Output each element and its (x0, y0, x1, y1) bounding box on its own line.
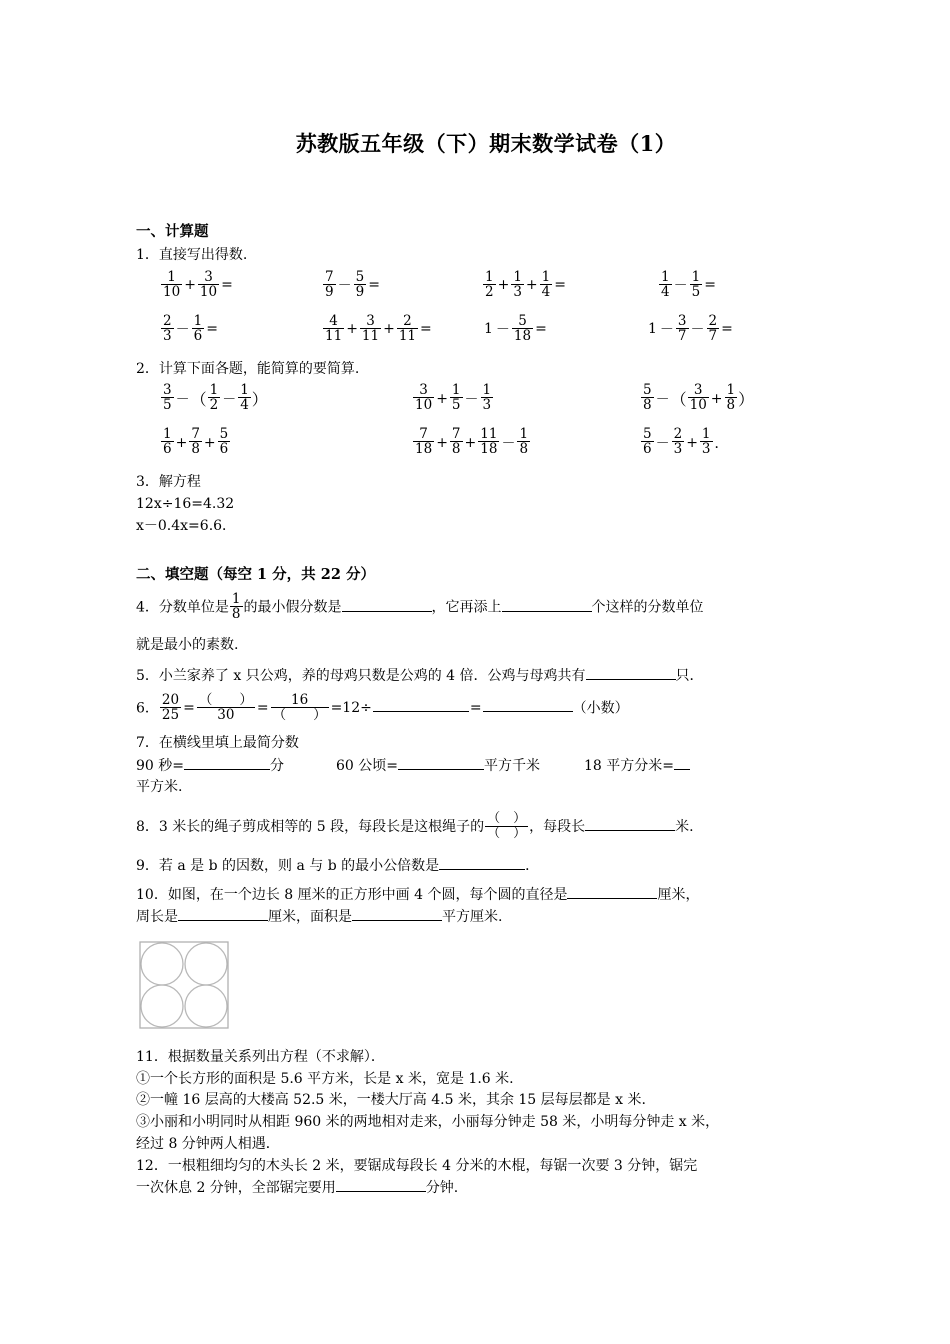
fraction-numerator: 3 (688, 383, 709, 398)
question-6 (136, 691, 836, 723)
answer-blank[interactable] (674, 755, 690, 770)
fraction-denominator: 8 (519, 441, 529, 458)
fraction (218, 427, 231, 456)
question-1-row-1 (136, 268, 836, 315)
fraction-numerator: 5 (643, 426, 652, 443)
operator: － (175, 391, 190, 408)
fraction-denominator: 18 (513, 327, 532, 344)
fraction-numerator: 11 (480, 426, 498, 443)
fraction-numerator: 1 (451, 382, 461, 399)
question-10-text-e: 平方厘米. (442, 909, 503, 926)
question-3-number: 3． (136, 474, 159, 491)
question-1-prompt (136, 245, 836, 267)
fraction-numerator: 5 (219, 426, 229, 443)
operator: + (436, 434, 448, 451)
question-4-text-e: 就是最小的素数. (136, 636, 239, 653)
fraction (688, 383, 709, 412)
question-7-prompt (136, 733, 836, 755)
expr-3-3 (640, 384, 754, 413)
question-9-text-a: 若 a 是 b 的因数，则 a 与 b 的最小公倍数是 (158, 858, 440, 875)
operator: + (686, 434, 698, 451)
fraction (360, 314, 381, 343)
question-2-row-1 (136, 384, 836, 428)
operator: － (222, 391, 237, 408)
question-9-number: 9． (136, 858, 159, 875)
fraction (478, 427, 499, 456)
fraction-denominator: 11 (325, 327, 343, 344)
expr-2-3 (482, 312, 548, 344)
question-4-text-d: 个这样的分数单位 (591, 599, 704, 616)
fraction (208, 383, 221, 412)
expr-2-1 (160, 312, 219, 344)
operator: = (221, 277, 233, 294)
parenthesis: ） (251, 390, 268, 410)
fraction-numerator: 3 (413, 383, 434, 398)
question-12-text-c: 分钟. (425, 1180, 459, 1197)
question-11-text: 根据数量关系列出方程（不求解）． (167, 1049, 385, 1066)
question-4-number: 4． (136, 599, 159, 616)
circle-bottom-right (185, 985, 227, 1027)
fraction-denominator: 3 (513, 283, 522, 300)
question-5-text-b: 只． (675, 668, 704, 685)
fraction (690, 270, 703, 299)
fraction-numerator: 1 (240, 382, 249, 399)
fraction (198, 270, 219, 299)
fraction-denominator: 5 (691, 283, 701, 300)
question-10 (136, 884, 836, 907)
question-4-text-a: 分数单位是 (158, 599, 229, 616)
fraction-numerator: 2 (708, 312, 718, 329)
question-5 (136, 665, 836, 688)
answer-blank[interactable] (483, 697, 573, 712)
question-10-number: 10． (136, 886, 168, 903)
fraction-numerator: 1 (541, 268, 551, 285)
question-2-row-2 (136, 428, 836, 472)
fraction-numerator: 3 (198, 270, 219, 285)
fraction (676, 314, 689, 343)
question-7-number: 7． (136, 734, 159, 751)
operator: － (673, 278, 688, 295)
fraction-blank-over-30[interactable]: $\frac{( )}{30}$ (198, 691, 253, 723)
expr-4-1 (160, 428, 231, 457)
fraction-denominator: 10 (689, 397, 707, 414)
fraction-numerator: 2 (163, 312, 172, 329)
expr-2-2 (322, 312, 433, 344)
equals-sign: = (183, 699, 195, 716)
question-4 (136, 593, 836, 622)
question-3-equation-2: x－0.4x=6.6． (136, 517, 237, 534)
fraction-numerator: 7 (451, 426, 461, 443)
question-5-text-a: 小兰家养了 x 只公鸡，养的母鸡只数是公鸡的 4 倍．公鸡与母鸡共有 (158, 668, 586, 685)
operator: － (464, 391, 479, 408)
fraction-numerator: 3 (163, 382, 172, 399)
question-7-item2-label: 60 公顷= (336, 757, 398, 774)
question-7-item1-label: 90 秒= (136, 757, 184, 774)
fraction-denominator: 7 (708, 327, 718, 344)
page-content (136, 0, 836, 1200)
division-expression: =12÷ (330, 699, 372, 716)
fraction-numerator: 5 (355, 268, 365, 285)
question-7-item3-label: 18 平方分米= (584, 757, 674, 774)
operator: = (704, 277, 716, 294)
fraction-denominator: 10 (199, 283, 218, 300)
fraction-denominator: 18 (480, 441, 498, 458)
operator: + (383, 321, 395, 338)
fraction (161, 383, 174, 412)
fraction-denominator: 10 (163, 283, 181, 300)
answer-blank[interactable] (585, 816, 675, 831)
fraction-denominator: 18 (415, 441, 433, 458)
fraction-numerator: 1 (209, 382, 219, 399)
fraction (397, 314, 418, 343)
fraction-numerator: 1 (161, 270, 182, 285)
expr-1-4 (658, 268, 717, 300)
operator: ． (714, 435, 729, 452)
fraction (481, 383, 494, 412)
fraction-one-eighth: $\frac{1}{8}$ (231, 591, 241, 623)
fraction-denominator: 11 (398, 327, 417, 344)
answer-blank[interactable] (567, 884, 657, 899)
equals-sign: = (256, 699, 269, 716)
fraction (413, 383, 434, 412)
fraction-denominator: 6 (193, 327, 203, 344)
expr-3-2 (412, 384, 494, 413)
operator: － (690, 322, 705, 339)
fraction-numerator: 7 (325, 268, 334, 285)
operator: + (436, 390, 448, 407)
question-12-text-a: 一根粗细均匀的木头长 2 米，要锯成每段长 4 分米的木棍，每锯一次要 3 分钟，锯完 (167, 1157, 698, 1174)
question-10-line2 (136, 906, 836, 929)
fraction-denominator: 6 (219, 441, 229, 458)
number: 1 (484, 321, 493, 338)
fraction (483, 270, 496, 299)
question-7-item1-unit: 分 (270, 757, 284, 774)
operator: － (337, 278, 352, 295)
fraction-denominator: 8 (191, 441, 200, 458)
fraction-numerator: 4 (323, 314, 344, 329)
operator: = (535, 321, 547, 338)
fraction (700, 427, 713, 456)
question-7-items (136, 755, 836, 778)
question-10-text-b: 厘米， (657, 886, 700, 903)
fraction-denominator: 3 (673, 441, 683, 458)
answer-blank[interactable] (342, 597, 432, 612)
fraction (238, 383, 251, 412)
operator: － (655, 435, 670, 452)
fraction-numerator: 1 (701, 426, 711, 443)
answer-blank[interactable] (586, 665, 676, 680)
fraction (659, 270, 672, 299)
operator: + (464, 434, 477, 451)
fraction (707, 314, 720, 343)
question-11-item-1: ①一个长方形的面积是 5.6 平方米，长是 x 米，宽是 1.6 米. (136, 1070, 514, 1087)
question-9-text-b: ． (525, 858, 540, 875)
answer-blank[interactable] (398, 755, 484, 770)
fraction-numerator: 1 (485, 268, 494, 285)
question-11-item-2: ②一幢 16 层高的大楼高 52.5 米，一楼大厅高 4.5 米，其余 15 层每层都是 x 米. (136, 1092, 646, 1109)
operator: = (721, 321, 733, 338)
fraction (192, 314, 205, 343)
fraction-denominator: 3 (163, 327, 172, 344)
parenthesis: （ (670, 390, 687, 410)
fraction-numerator: 3 (360, 314, 381, 329)
expr-1-1 (160, 268, 234, 300)
operator: + (346, 321, 358, 338)
question-8-number: 8． (136, 819, 159, 836)
fraction (354, 270, 367, 299)
answer-blank[interactable] (336, 1177, 426, 1192)
fraction-denominator: 2 (485, 283, 494, 300)
question-11-prompt (136, 1047, 836, 1069)
outer-square (140, 942, 228, 1028)
fraction (517, 427, 530, 456)
operator: + (710, 390, 723, 407)
expr-1-2 (322, 268, 381, 300)
fraction-denominator: 4 (661, 283, 670, 300)
fraction (641, 383, 654, 412)
fraction-16-over-blank[interactable]: $\frac{16}{( )}$ (272, 691, 327, 723)
circle-top-right (185, 943, 227, 985)
fraction-denominator: 9 (355, 283, 365, 300)
fraction (450, 427, 463, 456)
fraction (725, 383, 738, 412)
fraction (450, 383, 463, 412)
operator: － (495, 322, 510, 339)
operator: － (501, 435, 516, 452)
fraction-denominator: 6 (163, 441, 172, 458)
fraction (323, 314, 344, 343)
fraction-numerator: 7 (191, 426, 200, 443)
operator: + (175, 434, 188, 451)
operator: － (175, 322, 190, 339)
expr-4-2 (412, 428, 531, 457)
question-3-prompt (136, 472, 836, 494)
operator: + (184, 277, 196, 294)
answer-blank[interactable] (352, 906, 442, 921)
fraction (512, 314, 533, 343)
question-7-item2-unit: 平方千米 (484, 757, 540, 774)
fraction-blank-over-blank[interactable]: $\frac{( )}{( )}$ (487, 811, 527, 841)
operator: + (203, 434, 216, 451)
question-11-item-4: 经过 8 分钟两人相遇． (136, 1135, 280, 1152)
fraction-numerator: 2 (397, 314, 418, 329)
fraction-numerator: 1 (519, 426, 529, 443)
question-9 (136, 855, 836, 878)
square-four-circles-svg (136, 939, 234, 1031)
fraction-20-25: $\frac{20}{25}$ (161, 691, 180, 723)
fraction-denominator: 4 (240, 397, 249, 414)
operator: = (420, 321, 432, 338)
question-2-text: 计算下面各题，能简算的要简算. (158, 360, 360, 377)
question-4-text-b: 的最小假分数是 (243, 599, 342, 616)
question-1-text: 直接写出得数. (158, 247, 248, 263)
fraction-numerator: 1 (691, 268, 701, 285)
answer-blank[interactable] (184, 755, 270, 770)
operator: + (497, 277, 510, 294)
fraction-numerator: 5 (643, 382, 652, 399)
question-12-number: 12． (136, 1157, 168, 1174)
fraction-numerator: 1 (661, 268, 670, 285)
answer-blank[interactable] (502, 597, 592, 612)
answer-blank[interactable] (439, 855, 525, 870)
figure-square-with-circles (136, 939, 836, 1035)
question-2-number: 2． (136, 360, 159, 377)
question-3-text: 解方程 (158, 474, 201, 491)
fraction (672, 427, 685, 456)
fraction-numerator: 5 (512, 314, 533, 329)
fraction-denominator: 3 (482, 397, 492, 414)
question-12-text-b: 一次休息 2 分钟，全部锯完要用 (136, 1180, 336, 1197)
question-5-number: 5． (136, 668, 159, 685)
fraction (161, 427, 174, 456)
fraction-denominator: 10 (415, 397, 433, 414)
question-6-number: 6． (136, 700, 159, 717)
question-8-text-a: 3 米长的绳子剪成相等的 5 段，每段长是这根绳子的 (158, 819, 485, 836)
fraction-denominator: 9 (325, 283, 334, 300)
fraction (511, 270, 524, 299)
answer-blank[interactable] (373, 697, 469, 712)
expr-3-1 (160, 384, 268, 413)
fraction (641, 427, 654, 456)
circle-top-left (141, 943, 183, 985)
fraction (161, 270, 182, 299)
question-10-text-a: 如图，在一个边长 8 厘米的正方形中画 4 个圆，每个圆的直径是 (167, 886, 568, 903)
fraction-denominator: 7 (677, 327, 687, 344)
operator: = (368, 277, 380, 294)
expr-2-4 (646, 312, 734, 344)
question-8 (136, 813, 836, 841)
fraction-numerator: 1 (726, 382, 736, 399)
operator: － (655, 391, 670, 408)
expr-1-3 (482, 268, 567, 300)
fraction (161, 314, 174, 343)
question-6-tail: （小数） (572, 700, 629, 717)
operator: + (525, 277, 538, 294)
fraction-denominator: 11 (361, 327, 380, 344)
question-11-item-3: ③小丽和小明同时从相距 960 米的两地相对走来，小丽每分钟走 58 米，小明每分钟走 x 米， (136, 1114, 720, 1131)
parenthesis: ） (738, 390, 755, 410)
equals-sign: = (469, 699, 482, 716)
fraction-denominator: 5 (163, 397, 172, 414)
fraction (189, 427, 202, 456)
question-10-text-c: 周长是 (136, 909, 178, 926)
fraction-numerator: 1 (163, 426, 172, 443)
fraction-denominator: 8 (451, 441, 461, 458)
fraction (413, 427, 434, 456)
fraction (323, 270, 336, 299)
fraction-denominator: 2 (209, 397, 219, 414)
section-heading-calculation: 一、计算题 (136, 223, 209, 240)
fraction-numerator: 3 (677, 312, 687, 329)
question-2-prompt (136, 359, 836, 381)
answer-blank[interactable] (178, 906, 268, 921)
number: 1 (648, 321, 657, 338)
circle-bottom-left (141, 985, 183, 1027)
fraction-numerator: 1 (513, 268, 522, 285)
operator: = (206, 321, 218, 338)
question-1-number: 1． (136, 247, 159, 263)
question-3-equation-1: 12x÷16=4.32 (136, 496, 235, 513)
fraction-numerator: 7 (413, 427, 434, 442)
operator: － (659, 322, 674, 339)
fraction-numerator: 1 (193, 312, 203, 329)
fraction-denominator: 5 (451, 397, 461, 414)
fraction-denominator: 6 (643, 441, 652, 458)
fraction-denominator: 8 (643, 397, 652, 414)
question-7-text: 在横线里填上最简分数 (158, 734, 299, 751)
question-8-text-b: ，每段长 (529, 819, 586, 836)
expr-4-3 (640, 428, 730, 457)
question-10-text-d: 厘米，面积是 (268, 909, 352, 926)
fraction-denominator: 8 (726, 397, 736, 414)
question-12 (136, 1156, 836, 1178)
fraction-denominator: 4 (541, 283, 551, 300)
question-12-line2 (136, 1177, 836, 1200)
operator: = (554, 277, 566, 294)
fraction (540, 270, 553, 299)
section-heading-fill-in-blank: 二、填空题（每空 1 分，共 22 分） (136, 566, 375, 584)
question-1-row-2 (136, 312, 836, 359)
question-11-number: 11． (136, 1049, 168, 1066)
question-8-text-c: 米. (675, 819, 694, 836)
parenthesis: （ (190, 390, 207, 410)
page-title: 苏教版五年级（下）期末数学试卷（1） (295, 131, 677, 156)
fraction-numerator: 1 (482, 382, 492, 399)
fraction-denominator: 3 (701, 441, 711, 458)
fraction-numerator: 2 (673, 426, 683, 443)
question-4-text-c: ，它再添上 (431, 599, 502, 616)
question-7-item3-unit: 平方米. (136, 779, 183, 796)
